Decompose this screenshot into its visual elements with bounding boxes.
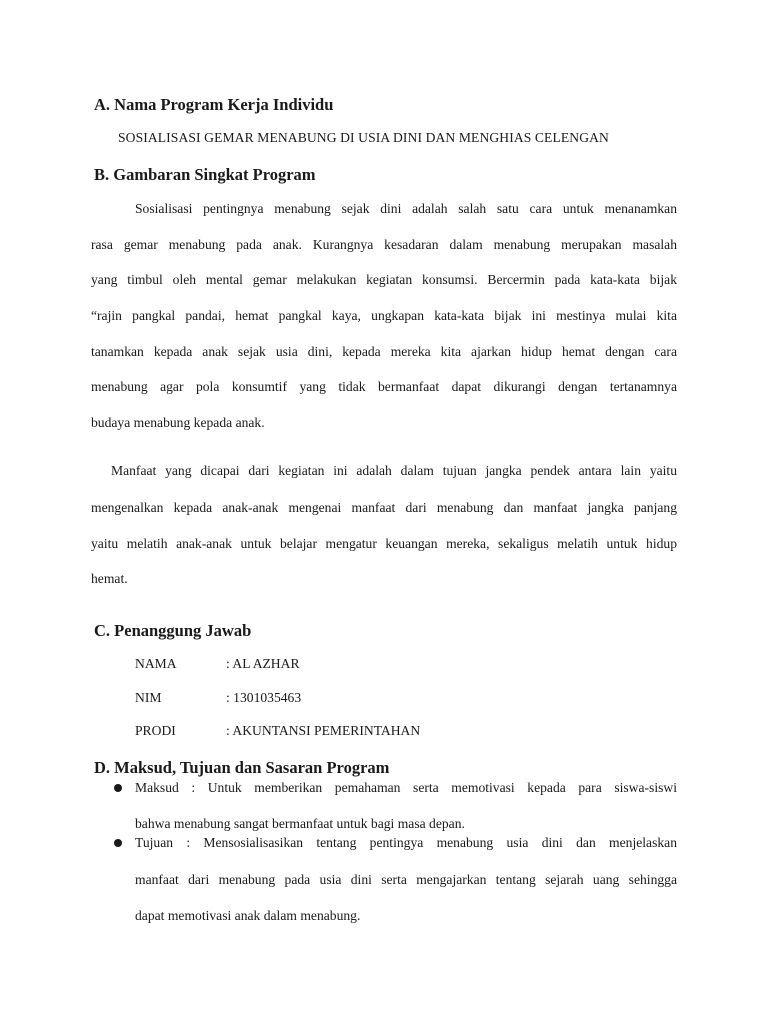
bullet-maksud-line: Maksud : Untuk memberikan pemahaman serta memotivasi kepada para siswa-siswi [135,780,677,795]
nim-value: : 1301035463 [226,690,302,705]
nim-label: NIM [135,690,162,705]
paragraph-1-line: “rajin pangkal pandai, hemat pangkal kaya, ungkapan kata-kata bijak ini mestinya mulai kita [91,308,677,323]
section-b-heading: B. Gambaran Singkat Program [94,165,316,184]
paragraph-1-line: tanamkan kepada anak sejak usia dini, kepada mereka kita ajarkan hidup hemat dengan cara [91,344,677,359]
bullet-dot-icon [114,839,122,847]
paragraph-2-line: yaitu melatih anak-anak untuk belajar mengatur keuangan mereka, sekaligus melatih untuk hidup [91,536,677,551]
paragraph-2-line: Manfaat yang dicapai dari kegiatan ini adalah dalam tujuan jangka pendek antara lain yaitu [111,463,677,478]
paragraph-1-line: budaya menabung kepada anak. [91,415,265,430]
section-a-heading: A. Nama Program Kerja Individu [94,95,334,114]
name-label: NAMA [135,656,177,671]
prodi-value: : AKUNTANSI PEMERINTAHAN [226,723,421,738]
bullet-dot-icon [114,784,122,792]
paragraph-2-line: hemat. [91,571,128,586]
paragraph-1-line: rasa gemar menabung pada anak. Kurangnya kesadaran dalam menabung merupakan masalah [91,237,677,252]
paragraph-1-line: Sosialisasi pentingnya menabung sejak dini adalah salah satu cara untuk menanamkan [135,201,677,216]
section-d-heading: D. Maksud, Tujuan dan Sasaran Program [94,758,390,777]
bullet-tujuan-line: dapat memotivasi anak dalam menabung. [135,908,361,923]
paragraph-1-line: menabung agar pola konsumtif yang tidak bermanfaat dapat dikurangi dengan tertanamnya [91,379,677,394]
paragraph-1-line: yang timbul oleh mental gemar melakukan kegiatan konsumsi. Bercermin pada kata-kata bijak [91,272,677,287]
program-title: SOSIALISASI GEMAR MENABUNG DI USIA DINI DAN MENGHIAS CELENGAN [118,130,609,145]
bullet-maksud-line: bahwa menabung sangat bermanfaat untuk bagi masa depan. [135,816,465,831]
section-c-heading: C. Penanggung Jawab [94,621,252,640]
bullet-tujuan-line: Tujuan : Mensosialisasikan tentang pentingya menabung usia dini dan menjelaskan [135,835,677,850]
prodi-label: PRODI [135,723,176,738]
bullet-tujuan-line: manfaat dari menabung pada usia dini serta mengajarkan tentang sejarah uang sehingga [135,872,677,887]
name-value: : AL AZHAR [226,656,300,671]
paragraph-2-line: mengenalkan kepada anak-anak mengenai manfaat dari menabung dan manfaat jangka panjang [91,500,677,515]
